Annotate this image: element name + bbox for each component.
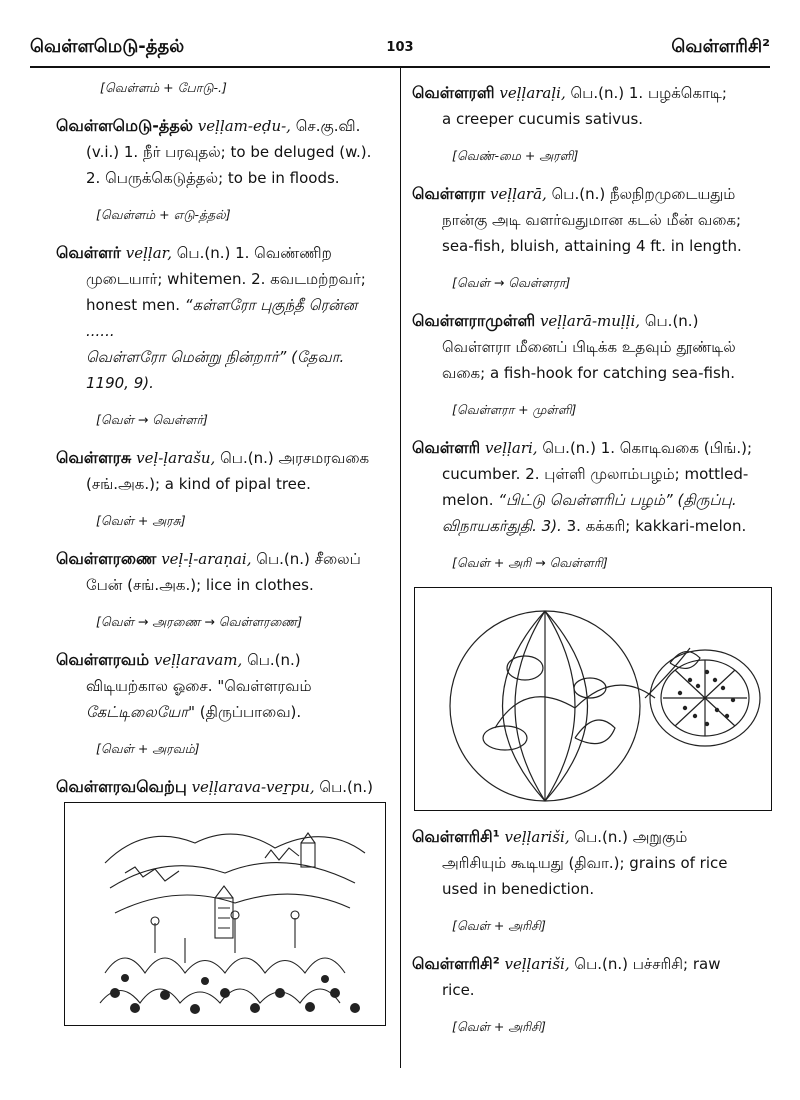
definition: அரிசியும் கூடியது (திவா.); grains of rice: [442, 854, 728, 872]
etymology: [வெள் + அரசு]: [96, 513, 186, 528]
etymology: [வெண்-மை + அரளி]: [452, 148, 579, 163]
transliteration: veḷḷarā-muḷḷi,: [539, 312, 641, 330]
citation: (திருப்பாவை).: [199, 703, 302, 721]
definition: honest men.: [86, 296, 180, 314]
melon-illustration: [414, 587, 772, 811]
transliteration: veḷ-ḷ-araṇai,: [161, 550, 252, 568]
headword: வெள்ளரிசி¹: [412, 827, 500, 846]
quotation: "வெள்ளரவம்: [217, 677, 312, 695]
headword: வெள்ளரிசி²: [412, 954, 500, 973]
page-number: 103: [386, 40, 414, 55]
dictionary-entry: [56, 647, 386, 725]
definition: 3. கக்கரி; kakkari-melon.: [566, 517, 747, 535]
definition: melon.: [442, 491, 494, 509]
headword: வெள்ளரா: [412, 184, 486, 203]
transliteration: veḷḷari,: [484, 439, 538, 457]
definition: விடியற்கால ஓசை.: [86, 677, 213, 695]
etymology: [வெள்ளம் + எடு-த்தல்]: [96, 207, 231, 222]
definition: பெ.(n.) அரசமரவகை: [220, 449, 370, 467]
quotation: “கள்ளரோ புகுந்தீ ரென்ன ......: [86, 296, 358, 340]
headword: வெள்ளரசு: [56, 448, 132, 467]
definition: பெ.(n.): [319, 778, 373, 796]
definition: a creeper cucumis sativus.: [442, 110, 644, 128]
dictionary-entry: [56, 113, 386, 191]
headword: வெள்ளர்: [56, 243, 121, 262]
dictionary-entry: [412, 80, 770, 132]
definition: (சங்.அக.); a kind of pipal tree.: [86, 475, 311, 493]
temple-hill-drawing: [65, 803, 385, 1025]
headword: வெள்ளரவவெற்பு: [56, 777, 187, 796]
transliteration: veḷḷarā,: [490, 185, 547, 203]
dictionary-entry: [412, 824, 770, 902]
headword: வெள்ளரவம்: [56, 650, 150, 669]
definition: (v.i.) 1. நீர் பரவுதல்; to be deluged (w.).: [86, 143, 372, 161]
definition: 2. பெருக்கெடுத்தல்; to be in floods.: [86, 169, 340, 187]
transliteration: veḷḷam-eḍu-,: [197, 117, 291, 135]
etymology: [வெள் + அரிசி]: [452, 918, 546, 933]
definition: பெ.(n.) அறுகும்: [574, 828, 688, 846]
quotation: “பிட்டு வெள்ளரிப் பழம்” (திருப்பு.: [498, 491, 737, 509]
dictionary-entry: [412, 308, 770, 386]
dictionary-entry: [56, 445, 386, 497]
etymology: [வெள் → வெள்ளர்]: [96, 412, 208, 427]
transliteration: veḷḷariši,: [504, 828, 570, 846]
header-right-guideword: வெள்ளரிசி²: [671, 36, 770, 57]
dictionary-entry: [412, 951, 770, 1003]
quotation: விநாயகர்துதி. 3).: [442, 517, 562, 535]
definition: used in benediction.: [442, 880, 595, 898]
definition: பெ.(n.) 1. கொடிவகை (பிங்.);: [542, 439, 753, 457]
transliteration: veḷḷarava-veṟpu,: [191, 778, 315, 796]
definition: வகை; a fish-hook for catching sea-fish.: [442, 364, 736, 382]
definition: sea-fish, bluish, attaining 4 ft. in length.: [442, 237, 742, 255]
definition: பெ.(n.) பச்சரிசி; raw: [574, 955, 721, 973]
dictionary-entry: [56, 546, 386, 598]
definition: பெ.(n.) சீலைப்: [256, 550, 361, 568]
definition: நான்கு அடி வளர்வதுமான கடல் மீன் வகை;: [442, 211, 742, 229]
dictionary-entry: [412, 181, 770, 259]
melon-drawing: [415, 588, 771, 810]
etymology: [வெள்ளரா + முள்ளி]: [452, 402, 577, 417]
page-header: [30, 32, 770, 62]
headword: வெள்ளமெடு-த்தல்: [56, 116, 194, 135]
etymology: [வெள் → அரணை → வெள்ளரணை]: [96, 614, 303, 629]
etymology: [வெள் + அரி → வெள்ளரி]: [452, 555, 608, 570]
etymology: [வெள் + அரிசி]: [452, 1019, 546, 1034]
transliteration: veḷḷaraḷi,: [499, 84, 566, 102]
definition: பெ.(n.) 1. பழக்கொடி;: [570, 84, 727, 102]
definition: வெள்ளரா மீனைப் பிடிக்க உதவும் தூண்டில்: [442, 338, 736, 356]
transliteration: veḷ-ḷarašu,: [136, 449, 216, 467]
transliteration: veḷḷaravam,: [153, 651, 243, 669]
right-column-lower: [412, 824, 770, 1052]
definition: பெ.(n.): [644, 312, 699, 330]
transliteration: veḷḷariši,: [504, 955, 570, 973]
headword: வெள்ளராமுள்ளி: [412, 311, 536, 330]
transliteration: veḷḷar,: [125, 244, 172, 262]
headword: வெள்ளரி: [412, 438, 481, 457]
definition: செ.கு.வி.: [295, 117, 361, 135]
headword: வெள்ளரணை: [56, 549, 157, 568]
definition: பேன் (சங்.அக.); lice in clothes.: [86, 576, 314, 594]
dictionary-entry: [412, 435, 770, 539]
column-divider: [400, 68, 401, 1068]
etymology: [வெள் + அரவம்]: [96, 741, 200, 756]
quotation: கேட்டிலையோ": [86, 703, 196, 721]
etymology: [வெள் → வெள்ளரா]: [452, 275, 571, 290]
definition: பெ.(n.) நீலநிறமுடையதும்: [551, 185, 736, 203]
definition: முடையார்; whitemen. 2. கவடமற்றவர்;: [86, 270, 366, 288]
definition: பெ.(n.): [247, 651, 301, 669]
etymology: [வெள்ளம் + போடு-.]: [100, 80, 227, 95]
definition: பெ.(n.) 1. வெண்ணிற: [176, 244, 332, 262]
headword: வெள்ளரளி: [412, 83, 495, 102]
quotation: வெள்ளரோ மென்று நின்றார்” (தேவா. 1190, 9).: [86, 348, 345, 392]
definition: rice.: [442, 981, 475, 999]
header-left-guideword: வெள்ளமெடு-த்தல்: [30, 36, 185, 57]
left-column: [56, 80, 386, 868]
right-column: [412, 80, 770, 588]
dictionary-entry: [56, 240, 386, 396]
definition: cucumber. 2. புள்ளி முலாம்பழம்; mottled-: [442, 465, 749, 483]
temple-hill-illustration: [64, 802, 386, 1026]
